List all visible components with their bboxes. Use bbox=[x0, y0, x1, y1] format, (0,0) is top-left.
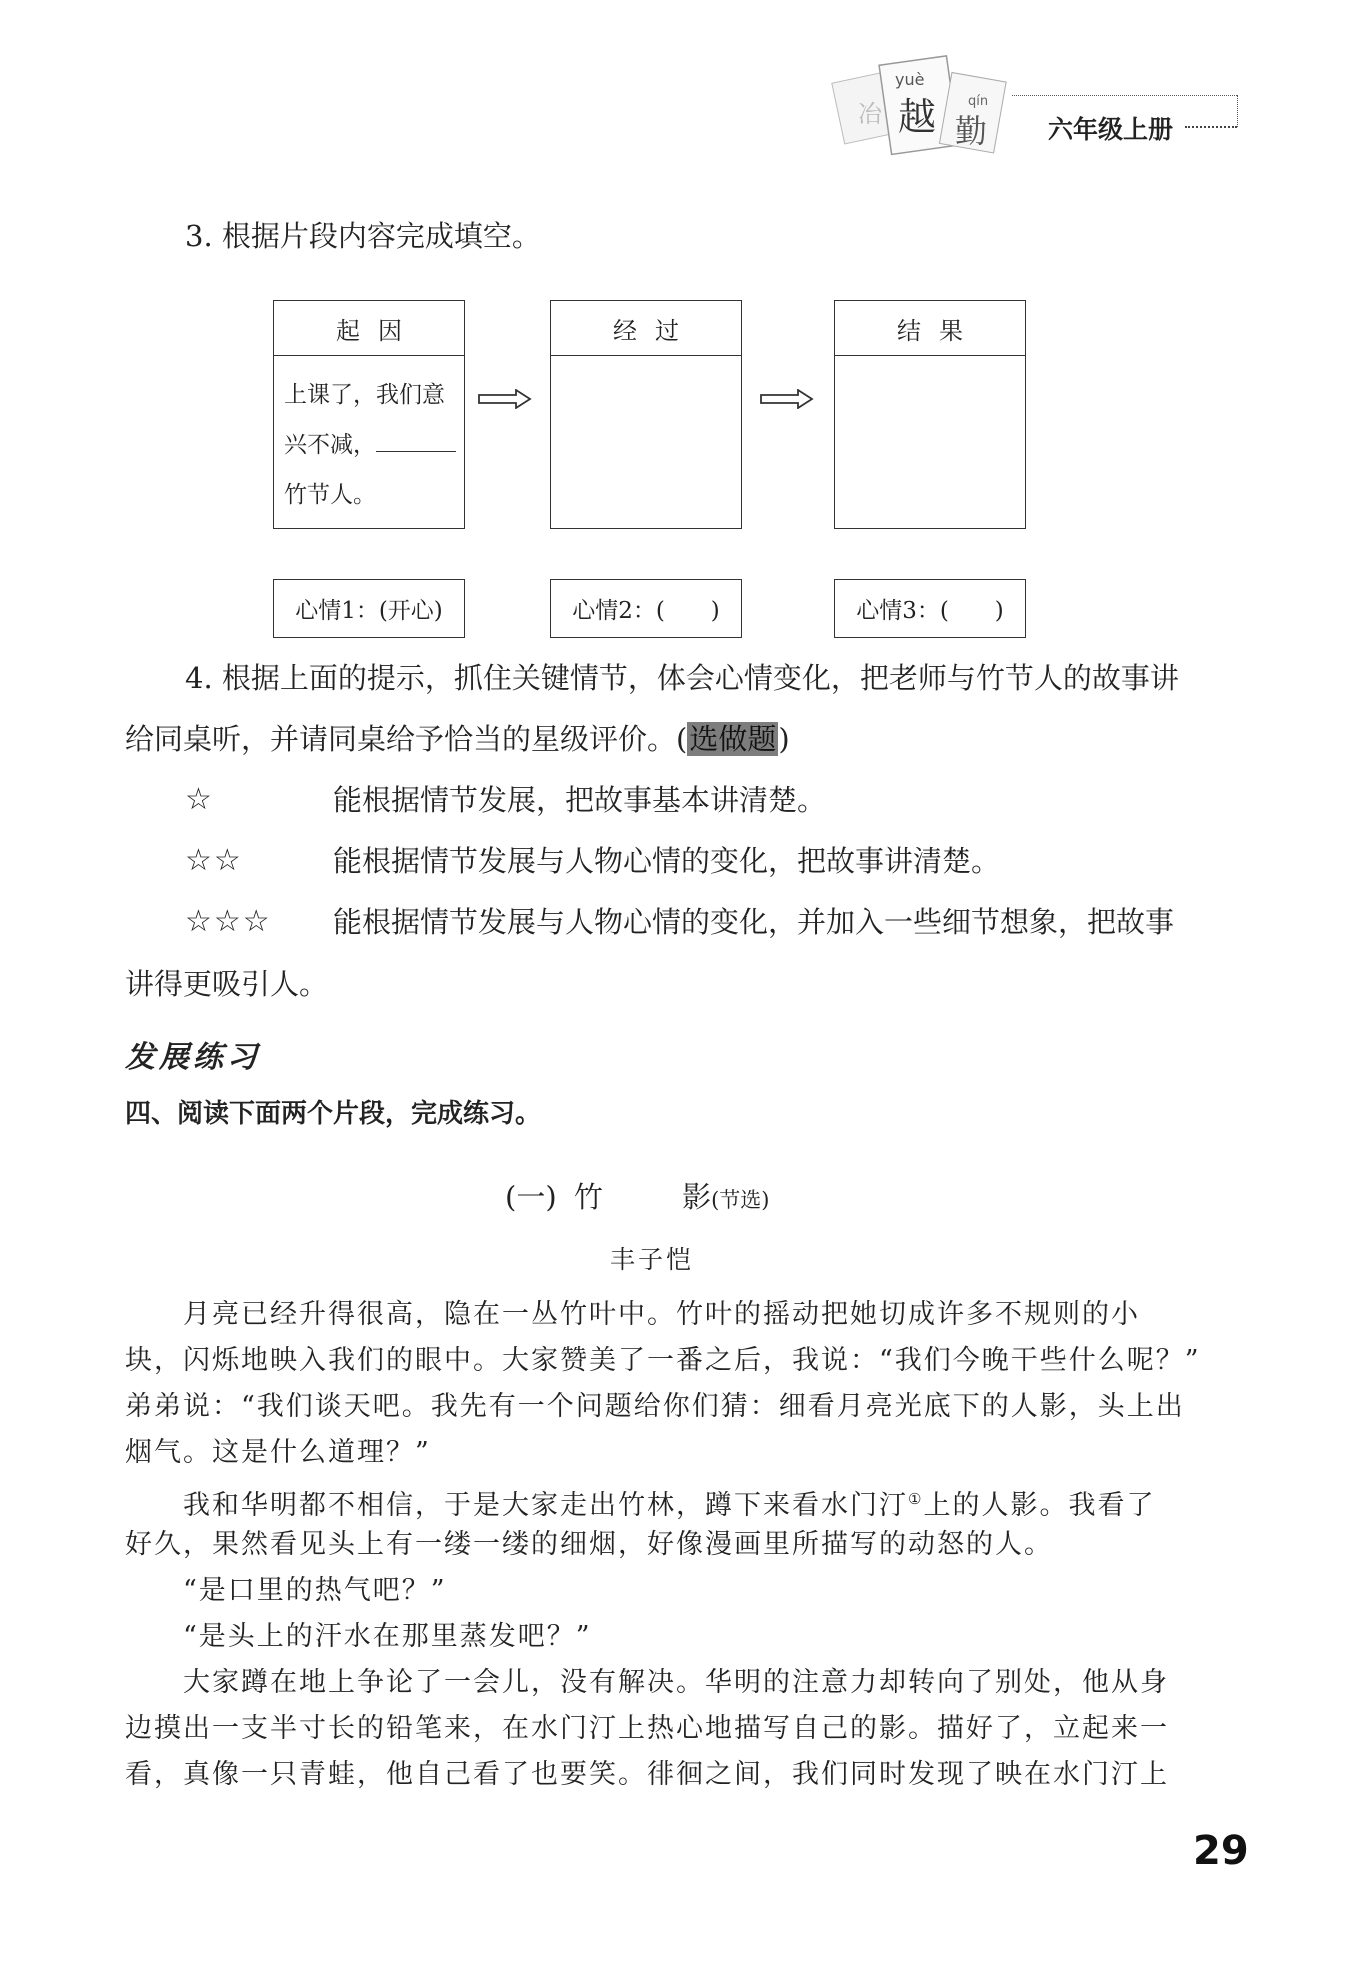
logo-char-1: 冶 bbox=[858, 100, 882, 128]
series-logo bbox=[820, 50, 1030, 190]
right-arrow-icon bbox=[760, 389, 814, 409]
optional-badge: 选做题 bbox=[689, 722, 777, 756]
story-line-10: 边摸出一支半寸长的铅笔来，在水门汀上热心地描写自己的影。描好了，立起来一 bbox=[125, 1713, 1169, 1744]
story-line-4: 烟气。这是什么道理？” bbox=[125, 1437, 431, 1468]
logo-char-2: 越 bbox=[898, 95, 937, 139]
q4-line-2-close: ) bbox=[778, 722, 790, 756]
story-line-5-tail: 上的人影。我看了 bbox=[923, 1490, 1156, 1521]
story-title-char-1: 竹 bbox=[573, 1180, 603, 1214]
flow-box-cause-head: 起因 bbox=[274, 301, 464, 356]
cause-line-2-text: 兴不减， bbox=[284, 432, 376, 458]
q4-line-1: 4. 根据上面的提示，抓住关键情节，体会心情变化，把老师与竹节人的故事讲 bbox=[185, 661, 1179, 695]
flow-box-cause bbox=[273, 300, 465, 529]
mood-box-3[interactable]: 心情3：( ) bbox=[834, 579, 1026, 638]
star-rating-2: ☆☆ bbox=[185, 843, 243, 878]
logo-char-3: 勤 bbox=[955, 112, 988, 150]
flow-box-process bbox=[550, 300, 742, 529]
page-number: 29 bbox=[1193, 1828, 1249, 1874]
right-arrow-icon bbox=[478, 389, 532, 409]
criterion-3-tail: 讲得更吸引人。 bbox=[125, 967, 329, 1001]
story-line-1: 月亮已经升得很高，隐在一丛竹叶中。竹叶的摇动把她切成许多不规则的小 bbox=[183, 1299, 1140, 1330]
q3-title: 3. 根据片段内容完成填空。 bbox=[185, 219, 541, 253]
footnote-marker[interactable]: ① bbox=[908, 1490, 924, 1508]
story-title bbox=[505, 1175, 770, 1216]
cause-line-1: 上课了，我们意 bbox=[284, 382, 445, 408]
story-line-5-text: 我和华明都不相信，于是大家走出竹林，蹲下来看水门汀 bbox=[183, 1490, 908, 1521]
story-author: 丰子恺 bbox=[610, 1245, 695, 1274]
star-rating-1: ☆ bbox=[185, 782, 214, 817]
story-line-11: 看，真像一只青蛙，他自己看了也要笑。徘徊之间，我们同时发现了映在水门汀上 bbox=[125, 1759, 1169, 1790]
criterion-3: 能根据情节发展与人物心情的变化，并加入一些细节想象，把故事 bbox=[333, 905, 1175, 939]
story-line-3: 弟弟说：“我们谈天吧。我先有一个问题给你们猜：细看月亮光底下的人影，头上出 bbox=[125, 1391, 1185, 1422]
mood-box-2[interactable]: 心情2：( ) bbox=[550, 579, 742, 638]
criterion-1: 能根据情节发展，把故事基本讲清楚。 bbox=[333, 783, 827, 817]
star-rating-3: ☆☆☆ bbox=[185, 904, 272, 939]
story-title-char-2: 影 bbox=[682, 1180, 712, 1214]
flow-box-process-head: 经过 bbox=[551, 301, 741, 356]
logo-pinyin-1: yuè bbox=[895, 70, 925, 89]
header-rule bbox=[1012, 95, 1237, 97]
flow-box-cause-body bbox=[274, 356, 464, 534]
story-line-8: “是头上的汗水在那里蒸发吧？” bbox=[183, 1621, 592, 1652]
q4-line-2-text: 给同桌听，并请同桌给予恰当的星级评价。( bbox=[125, 722, 688, 756]
fill-blank[interactable] bbox=[376, 429, 456, 452]
section-title: 发展练习 bbox=[125, 1040, 261, 1075]
grade-label: 六年级上册 bbox=[1048, 115, 1174, 144]
story-line-9: 大家蹲在地上争论了一会儿，没有解决。华明的注意力却转向了别处，他从身 bbox=[183, 1667, 1169, 1698]
header-dots bbox=[1185, 126, 1237, 129]
cause-line-3: 竹节人。 bbox=[284, 482, 376, 508]
flow-box-result bbox=[834, 300, 1026, 529]
flow-box-result-body[interactable] bbox=[835, 356, 1025, 384]
criterion-2: 能根据情节发展与人物心情的变化，把故事讲清楚。 bbox=[333, 844, 1001, 878]
flow-box-process-body[interactable] bbox=[551, 356, 741, 384]
cause-line-2 bbox=[284, 420, 454, 470]
mood-box-1: 心情1：(开心) bbox=[273, 579, 465, 638]
story-line-7: “是口里的热气吧？” bbox=[183, 1575, 447, 1606]
exercise-heading: 四、阅读下面两个片段，完成练习。 bbox=[125, 1099, 542, 1129]
story-title-note: (节选) bbox=[711, 1188, 770, 1212]
header-rule-tick bbox=[1237, 95, 1239, 127]
flow-box-result-head: 结果 bbox=[835, 301, 1025, 356]
story-line-2: 块，闪烁地映入我们的眼中。大家赞美了一番之后，我说：“我们今晚干些什么呢？” bbox=[125, 1345, 1201, 1376]
q4-line-2 bbox=[125, 721, 790, 757]
logo-pinyin-2: qín bbox=[968, 94, 989, 109]
story-title-prefix: (一) bbox=[505, 1180, 557, 1214]
story-line-6: 好久，果然看见头上有一缕一缕的细烟，好像漫画里所描写的动怒的人。 bbox=[125, 1529, 1053, 1560]
